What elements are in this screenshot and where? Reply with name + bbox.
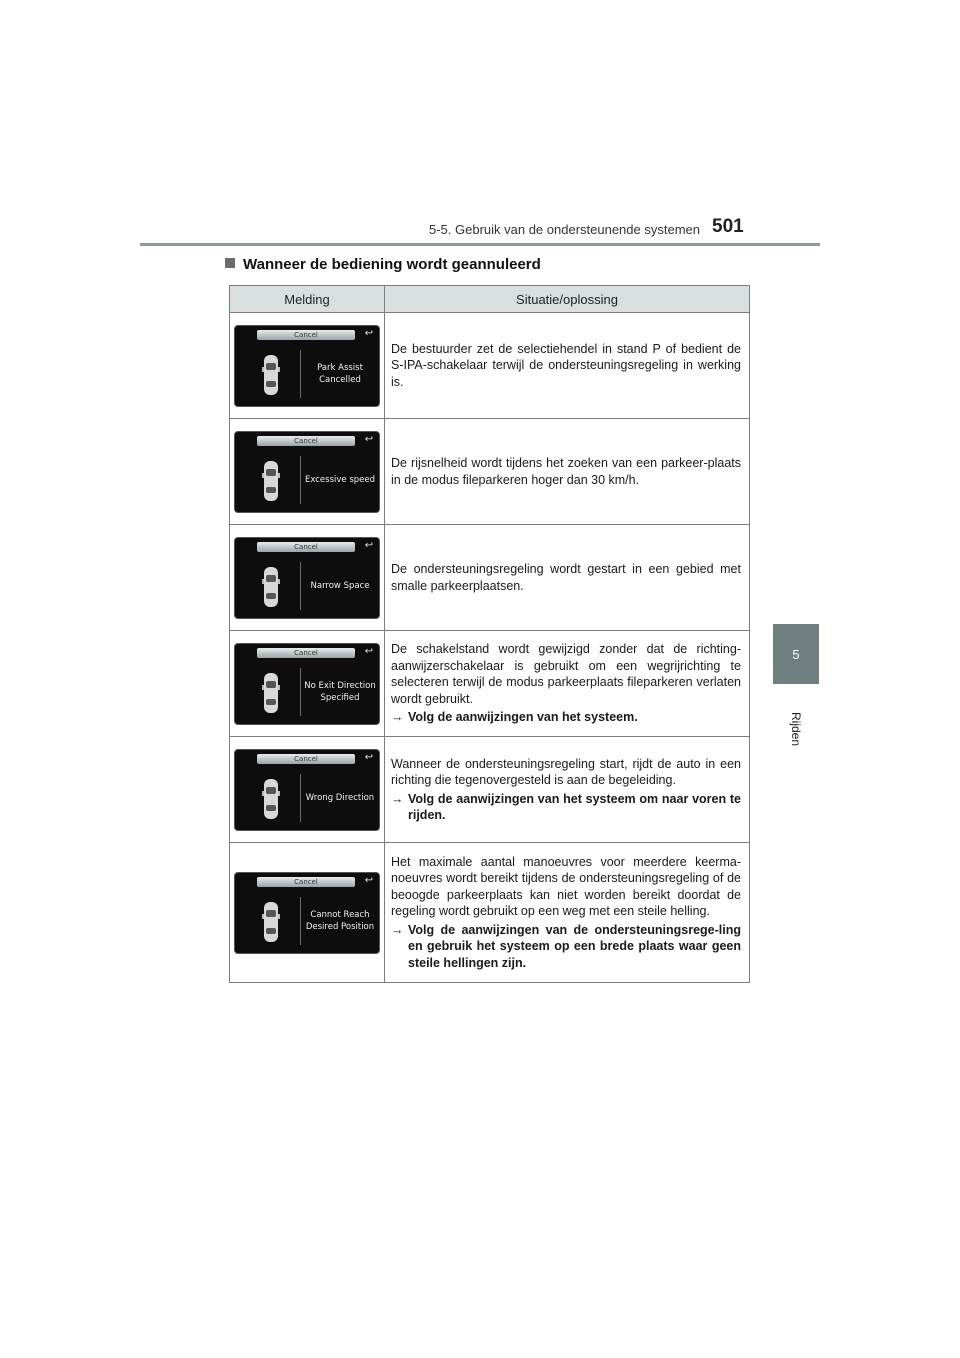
back-icon: ↩ [364, 874, 374, 886]
table-header-row [230, 286, 750, 313]
message-screen-cell [230, 525, 385, 631]
message-screen-cell [230, 737, 385, 843]
section-heading [225, 256, 541, 273]
table-row [230, 525, 750, 631]
back-icon: ↩ [364, 327, 374, 339]
back-icon: ↩ [364, 645, 374, 657]
solution-text: Volg de aanwijzingen van het systeem om naar voren te rijden. [408, 791, 741, 822]
situation-text: Het maximale aantal manoeuvres voor meerdere keerma-noeuvres wordt bereikt tijdens de ondersteuningsregeling of de beoogde parkeerplaats kan niet worden bereikt doordat de regeling wordt gebruikt op een weg met een steile helling. [391, 854, 741, 919]
situation-cell [385, 313, 750, 419]
car-top-view-icon [262, 354, 280, 396]
header-section-title: 5-5. Gebruik van de ondersteunende systemen [428, 222, 700, 237]
back-icon: ↩ [364, 539, 374, 551]
message-screen-cell [230, 419, 385, 525]
message-table [229, 285, 750, 983]
cancel-bar: Cancel [257, 648, 355, 658]
car-top-view-icon [262, 901, 280, 943]
page-number: 501 [712, 216, 744, 237]
display-screen [234, 749, 380, 831]
display-screen [234, 537, 380, 619]
message-screen-cell [230, 631, 385, 737]
display-screen [234, 872, 380, 954]
back-icon: ↩ [364, 751, 374, 763]
screen-message: Cannot Reach Desired Position [305, 909, 375, 932]
section-heading-text: Wanneer de bediening wordt geannuleerd [243, 256, 541, 273]
arrow-icon: → [391, 791, 404, 806]
situation-text: De rijsnelheid wordt tijdens het zoeken van een parkeer-plaats in de modus fileparkeren hoger dan 30 km/h. [391, 456, 741, 487]
solution-text: Volg de aanwijzingen van de ondersteuningsrege-ling en gebruik het systeem op een brede plaats waar geen steile hellingen zijn. [408, 922, 741, 970]
table-row [230, 843, 750, 983]
situation-text: De ondersteuningsregeling wordt gestart in een gebied met smalle parkeerplaatsen. [391, 562, 741, 593]
solution-text: Volg de aanwijzingen van het systeem. [408, 710, 638, 725]
solution-line [391, 922, 741, 972]
arrow-icon: → [391, 710, 404, 725]
header-divider [140, 243, 820, 246]
solution-line [391, 709, 741, 726]
arrow-icon: → [391, 922, 404, 937]
column-header-melding: Melding [230, 286, 385, 313]
cancel-bar: Cancel [257, 436, 355, 446]
screen-message: No Exit Direction Specified [304, 680, 376, 703]
situation-cell [385, 737, 750, 843]
solution-line [391, 791, 741, 824]
screen-message: Wrong Direction [305, 792, 375, 803]
message-screen-cell [230, 843, 385, 983]
table-row [230, 631, 750, 737]
cancel-bar: Cancel [257, 542, 355, 552]
car-top-view-icon [262, 460, 280, 502]
chapter-tab-label-text: Rijden [789, 711, 803, 747]
cancel-bar: Cancel [257, 330, 355, 340]
cancel-bar: Cancel [257, 754, 355, 764]
display-screen [234, 431, 380, 513]
square-bullet-icon [225, 258, 235, 268]
car-top-view-icon [262, 566, 280, 608]
back-icon: ↩ [364, 433, 374, 445]
situation-cell [385, 631, 750, 737]
screen-message: Narrow Space [310, 580, 370, 591]
car-top-view-icon [262, 778, 280, 820]
car-top-view-icon [262, 672, 280, 714]
chapter-tab-number: 5 [773, 624, 819, 684]
message-screen-cell [230, 313, 385, 419]
table-row [230, 737, 750, 843]
situation-cell [385, 843, 750, 983]
screen-message: Park Assist Cancelled [317, 362, 363, 385]
table-row [230, 419, 750, 525]
display-screen [234, 325, 380, 407]
situation-cell [385, 525, 750, 631]
situation-text: De bestuurder zet de selectiehendel in stand P of bedient de S-IPA-schakelaar terwijl de ondersteuningsregeling in werking is. [391, 341, 741, 389]
cancel-bar: Cancel [257, 877, 355, 887]
table-row [230, 313, 750, 419]
situation-text: De schakelstand wordt gewijzigd zonder dat de richting-aanwijzerschakelaar is gebruikt om een wegrijrichting te selecteren terwijl de modus parkeerplaats fileparkeren verlaten wordt gebruikt. [391, 642, 741, 706]
situation-cell [385, 419, 750, 525]
display-screen [234, 643, 380, 725]
situation-text: Wanneer de ondersteuningsregeling start, rijdt de auto in een richting die tegenovergesteld is aan de begeleiding. [391, 756, 741, 787]
column-header-situatie: Situatie/oplossing [385, 286, 750, 313]
chapter-tab-label [773, 684, 819, 774]
screen-message: Excessive speed [304, 474, 375, 485]
